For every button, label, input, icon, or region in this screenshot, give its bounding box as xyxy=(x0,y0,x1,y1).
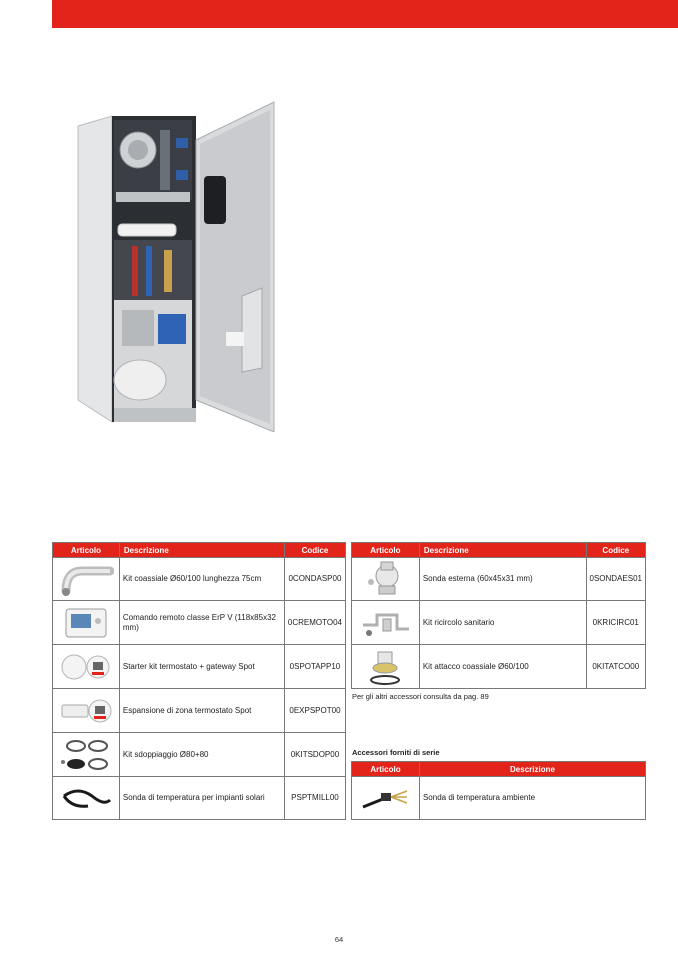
code-cell: 0CREMOTO04 xyxy=(284,601,345,645)
external-probe-icon xyxy=(357,560,413,598)
page-number: 64 xyxy=(334,935,344,944)
description-cell: Sonda di temperatura per impianti solari xyxy=(119,777,284,820)
table-row xyxy=(53,733,346,777)
table-row xyxy=(352,777,646,820)
thermostat-gateway-icon xyxy=(58,649,114,685)
column-header-codice: Codice xyxy=(586,543,645,558)
product-image-cell xyxy=(352,645,420,689)
column-header-descrizione: Descrizione xyxy=(419,543,586,558)
product-image-cell xyxy=(352,558,420,601)
other-accessories-note: Per gli altri accessori consulta da pag. 89 xyxy=(352,692,489,701)
product-image-cell xyxy=(352,777,420,820)
description-cell: Comando remoto classe ErP V (118x85x32 mm) xyxy=(119,601,284,645)
description-cell: Kit ricircolo sanitario xyxy=(419,601,586,645)
zone-expansion-icon xyxy=(58,693,114,729)
boiler-cabinet-photo xyxy=(76,100,276,432)
table-header-row xyxy=(352,543,646,558)
solar-probe-icon xyxy=(58,780,114,816)
recirculation-kit-icon xyxy=(357,605,413,641)
description-cell: Kit attacco coassiale Ø60/100 xyxy=(419,645,586,689)
product-image-cell xyxy=(53,645,120,689)
description-cell: Kit sdoppiaggio Ø80+80 xyxy=(119,733,284,777)
product-image-cell xyxy=(53,558,120,601)
table-row xyxy=(352,601,646,645)
product-image-cell xyxy=(53,777,120,820)
product-image-cell xyxy=(352,601,420,645)
accessories-table-left xyxy=(52,542,346,820)
split-kit-icon xyxy=(58,736,114,774)
code-cell: PSPTMILL00 xyxy=(284,777,345,820)
table-row xyxy=(53,689,346,733)
table-row xyxy=(352,558,646,601)
code-cell: 0SONDAES01 xyxy=(586,558,645,601)
header-accent-bar xyxy=(52,0,678,28)
column-header-descrizione: Descrizione xyxy=(119,543,284,558)
series-accessories-table xyxy=(351,761,646,820)
table-row xyxy=(53,601,346,645)
coaxial-kit-icon xyxy=(58,561,114,597)
ambient-probe-icon xyxy=(357,781,413,815)
column-header-articolo: Articolo xyxy=(53,543,120,558)
column-header-articolo: Articolo xyxy=(352,543,420,558)
table-row xyxy=(53,558,346,601)
description-cell: Sonda di temperatura ambiente xyxy=(419,777,645,820)
table-row xyxy=(53,645,346,689)
code-cell: 0SPOTAPP10 xyxy=(284,645,345,689)
description-cell: Starter kit termostato + gateway Spot xyxy=(119,645,284,689)
table-header-row xyxy=(352,762,646,777)
table-row xyxy=(53,777,346,820)
column-header-articolo: Articolo xyxy=(352,762,420,777)
table-header-row xyxy=(53,543,346,558)
product-image-cell xyxy=(53,601,120,645)
product-image-cell xyxy=(53,689,120,733)
code-cell: 0KITSDOP00 xyxy=(284,733,345,777)
column-header-descrizione: Descrizione xyxy=(419,762,645,777)
description-cell: Sonda esterna (60x45x31 mm) xyxy=(419,558,586,601)
product-image-cell xyxy=(53,733,120,777)
accessories-table-right xyxy=(351,542,646,689)
code-cell: 0KITATCO00 xyxy=(586,645,645,689)
series-accessories-title: Accessori forniti di serie xyxy=(352,748,440,757)
code-cell: 0CONDASP00 xyxy=(284,558,345,601)
table-row xyxy=(352,645,646,689)
description-cell: Espansione di zona termostato Spot xyxy=(119,689,284,733)
description-cell: Kit coassiale Ø60/100 lunghezza 75cm xyxy=(119,558,284,601)
code-cell: 0KRICIRC01 xyxy=(586,601,645,645)
column-header-codice: Codice xyxy=(284,543,345,558)
remote-control-icon xyxy=(58,605,114,641)
coaxial-fitting-icon xyxy=(357,648,413,686)
code-cell: 0EXPSPOT00 xyxy=(284,689,345,733)
